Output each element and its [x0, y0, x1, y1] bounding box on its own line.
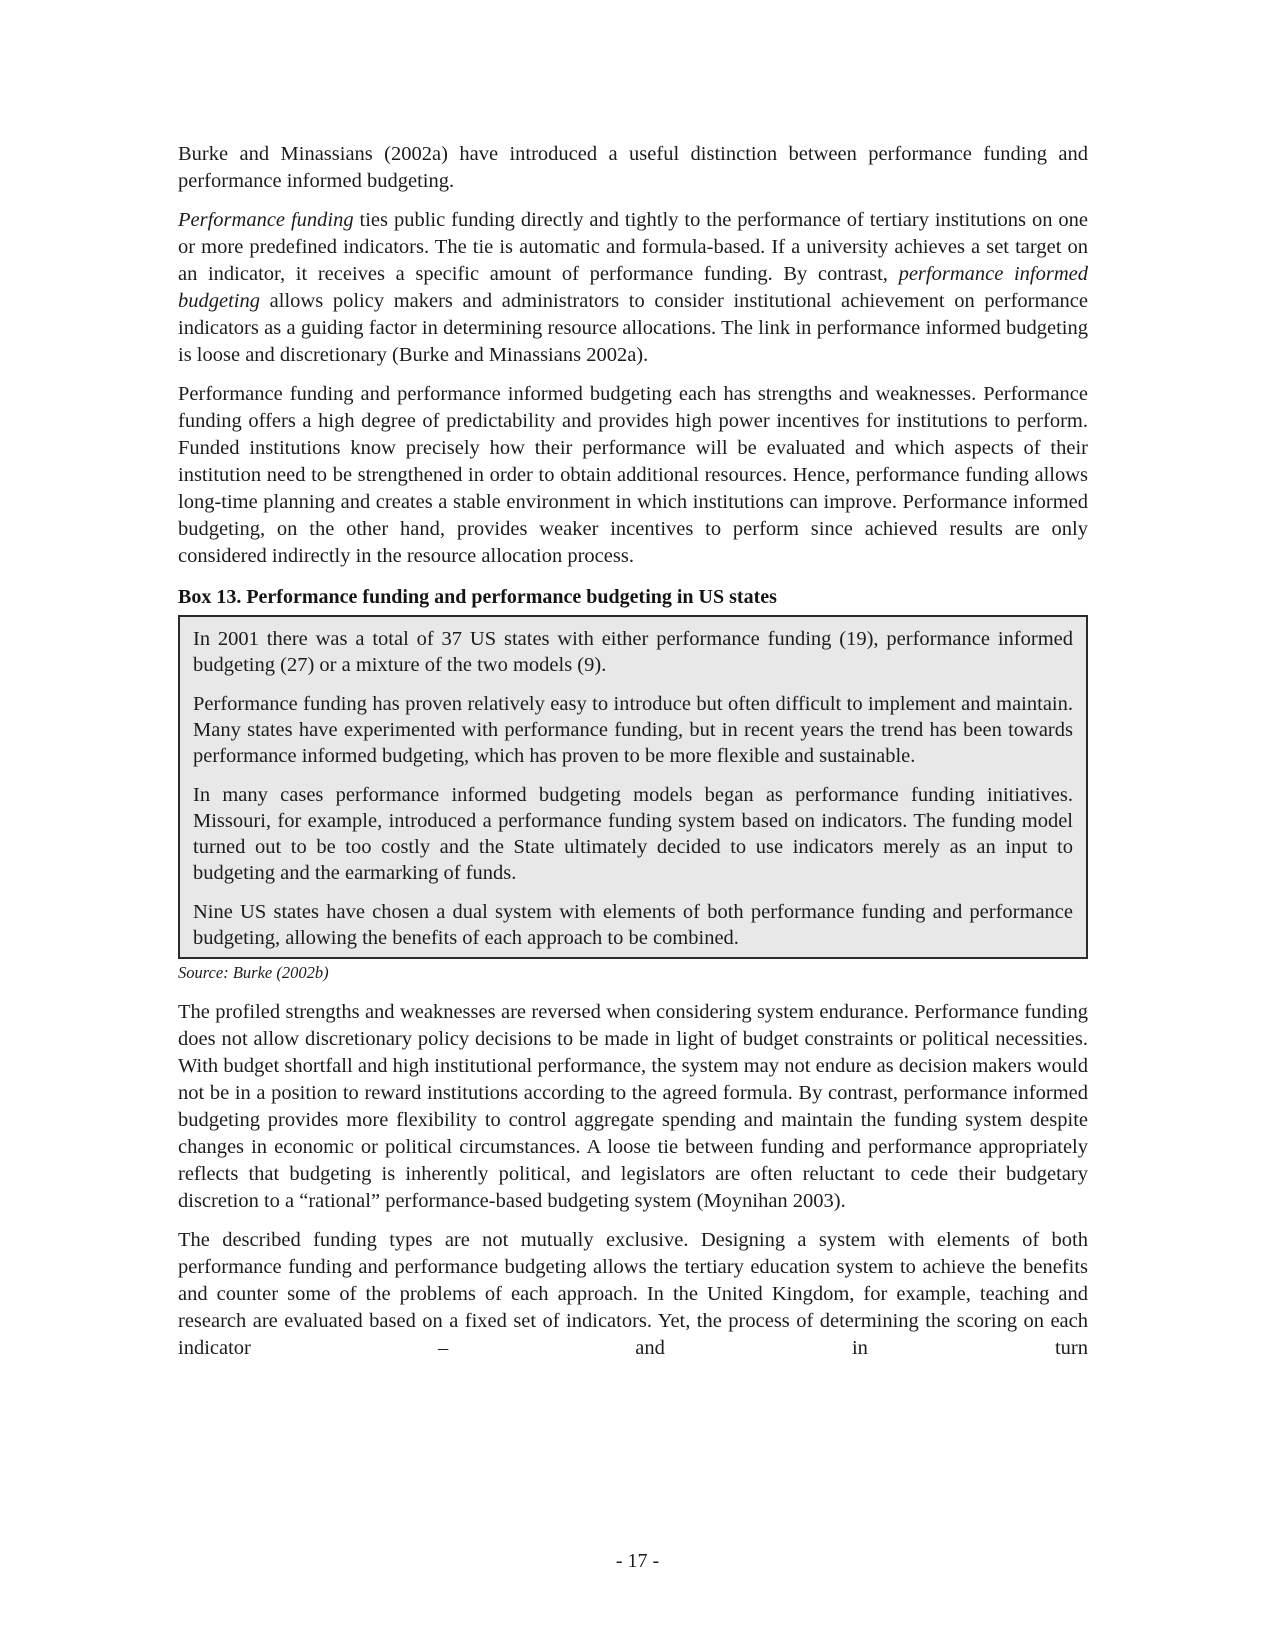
paragraph [178, 999, 1088, 1215]
paragraph [193, 691, 1073, 769]
text-run: Performance funding has proven relatively easy to introduce but often difficult to implement and maintain. Many states have experimented with performance funding, but in recent years the trend has been towards performance informed budgeting, which has proven to be more flexible and sustainable. [193, 693, 1073, 767]
box13 [178, 615, 1088, 959]
text-run: allows policy makers and administrators to consider institutional achievement on performance indicators as a guiding factor in determining resource allocations. The link in performance informed budgeting is loose and discretionary (Burke and Minassians 2002a). [178, 290, 1088, 366]
body-paragraphs-top [178, 141, 1088, 570]
text-run: The described funding types are not mutually exclusive. Designing a system with elements of both performance funding and performance budgeting allows the tertiary education system to achieve the benefits and counter some of the problems of each approach. In the United Kingdom, for example, teaching and research are evaluated based on a fixed set of indicators. Yet, the process of determining the scoring on each indicator – and in turn [178, 1229, 1088, 1359]
text-run: In 2001 there was a total of 37 US states with either performance funding (19), performance informed budgeting (27) or a mixture of the two models (9). [193, 628, 1073, 676]
source-note: Source: Burke (2002b) [178, 963, 329, 982]
text-run: In many cases performance informed budgeting models began as performance funding initiatives. Missouri, for example, introduced a performance funding system based on indicators. The funding model turned out to be too costly and the State ultimately decided to use indicators merely as an input to budgeting and the earmarking of funds. [193, 784, 1073, 884]
paragraph [193, 782, 1073, 886]
box13-paragraphs [193, 626, 1073, 951]
text-run: Burke and Minassians (2002a) have introduced a useful distinction between performance funding and performance informed budgeting. [178, 143, 1088, 192]
text-run: The profiled strengths and weaknesses are reversed when considering system endurance. Performance funding does not allow discretionary policy decisions to be made in light of budget constraints or political necessities. With budget shortfall and high institutional performance, the system may not endure as decision makers would not be in a position to reward institutions according to the agreed formula. By contrast, performance informed budgeting provides more flexibility to control aggregate spending and maintain the funding system despite changes in economic or political circumstances. A loose tie between funding and performance appropriately reflects that budgeting is inherently political, and legislators are often reluctant to cede their budgetary discretion to a “rational” performance-based budgeting system (Moynihan 2003). [178, 1001, 1088, 1212]
box13-heading: Box 13. Performance funding and performance budgeting in US states [178, 586, 777, 608]
page-content [178, 141, 1088, 1374]
paragraph [178, 1227, 1088, 1362]
paragraph [178, 381, 1088, 570]
paragraph [193, 899, 1073, 951]
text-run: ties public funding directly and tightly to the performance of tertiary institutions on one or more predefined indicators. The tie is automatic and formula-based. If a university achieves a set target on an indicator, it receives a specific amount of performance funding. By contrast, [178, 209, 1088, 285]
italic-text-run: Performance funding [178, 209, 354, 231]
paragraph [193, 626, 1073, 678]
page-number: - 17 - [615, 1550, 660, 1572]
text-run: Performance funding and performance informed budgeting each has strengths and weaknesses. Performance funding offers a high degree of predictability and provides high power incentives for institutions to perform. Funded institutions know precisely how their performance will be evaluated and which aspects of their institution need to be strengthened in order to obtain additional resources. Hence, performance funding allows long-time planning and creates a stable environment in which institutions can improve. Performance informed budgeting, on the other hand, provides weaker incentives to perform since achieved results are only considered indirectly in the resource allocation process. [178, 383, 1088, 567]
italic-text-run: performance informed budgeting [178, 263, 1088, 312]
paragraph [178, 207, 1088, 369]
body-paragraphs-bottom [178, 999, 1088, 1362]
text-run: Nine US states have chosen a dual system with elements of both performance funding and performance budgeting, allowing the benefits of each approach to be combined. [193, 901, 1073, 949]
paragraph [178, 141, 1088, 195]
